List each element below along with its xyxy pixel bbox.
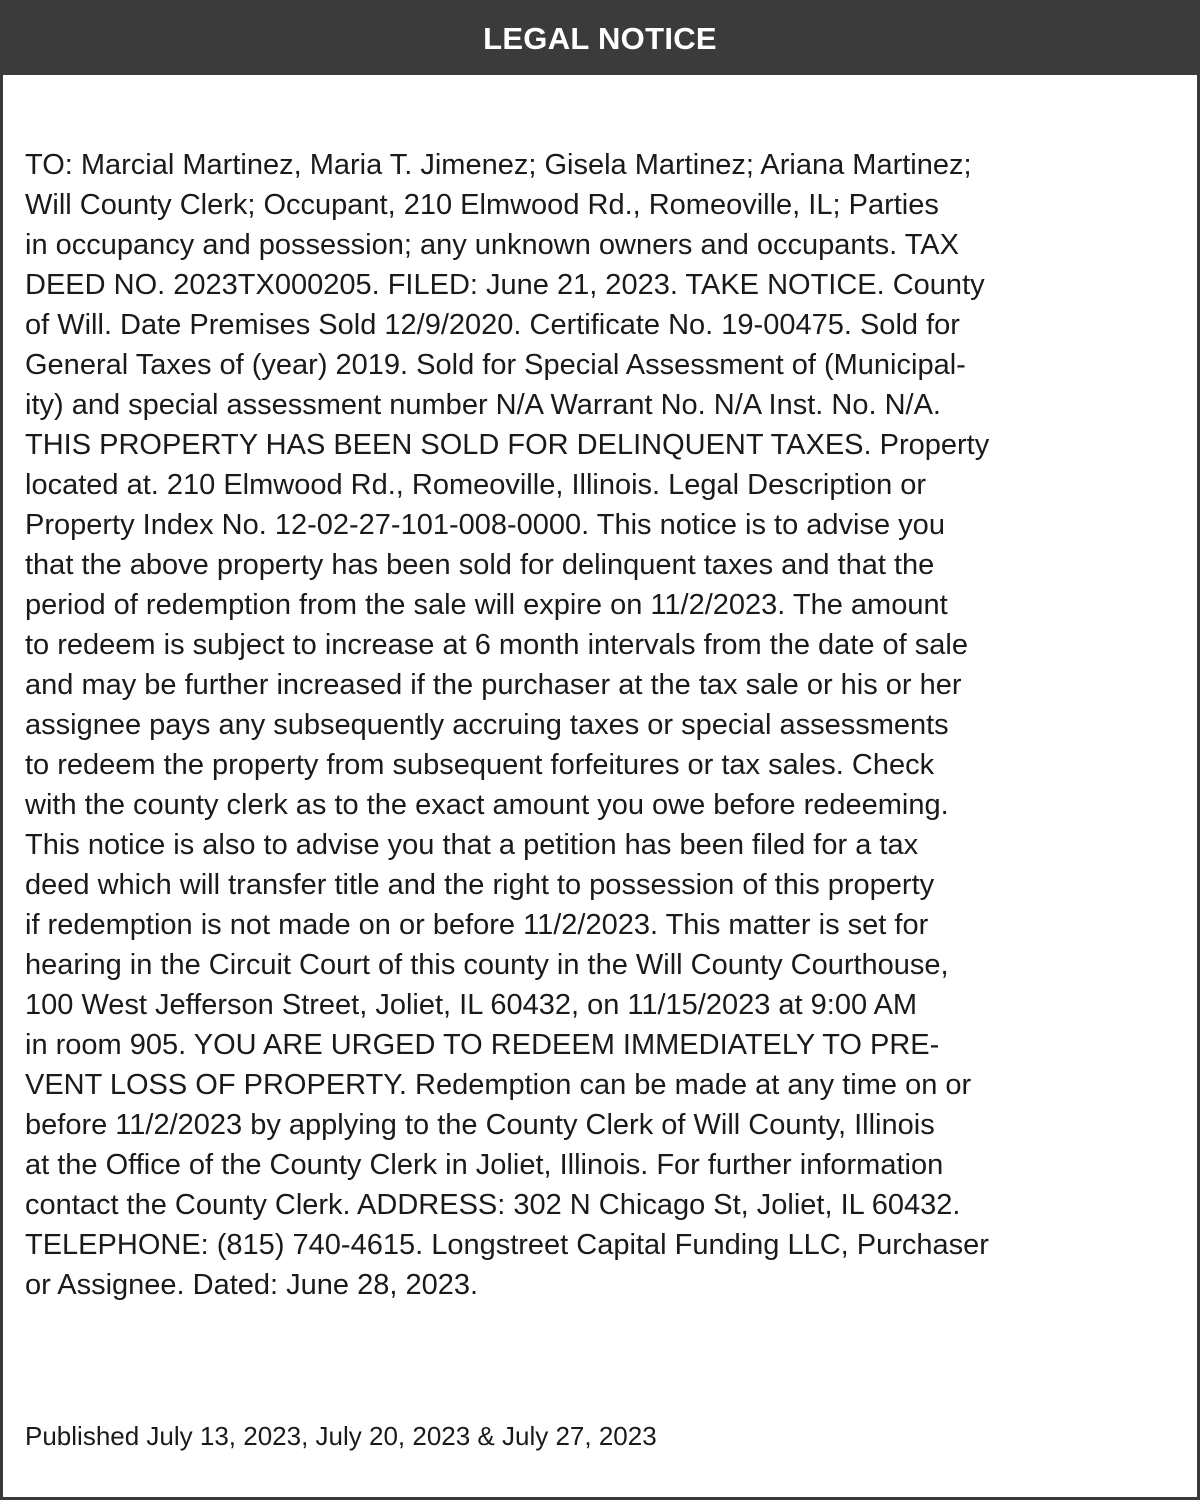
notice-title: LEGAL NOTICE: [483, 21, 717, 56]
notice-header: [3, 3, 1197, 75]
body-line: deed which will transfer title and the right to possession of this property: [25, 869, 935, 901]
body-line: if redemption is not made on or before 11/2/2023. This matter is set for: [25, 909, 929, 941]
body-line: Will County Clerk; Occupant, 210 Elmwood Rd., Romeoville, IL; Parties: [25, 189, 939, 221]
body-line: hearing in the Circuit Court of this county in the Will County Courthouse,: [25, 949, 949, 981]
body-line: located at. 210 Elmwood Rd., Romeoville, Illinois. Legal Description or: [25, 469, 927, 501]
body-line: and may be further increased if the purchaser at the tax sale or his or her: [25, 669, 962, 701]
body-line: at the Office of the County Clerk in Joliet, Illinois. For further information: [25, 1149, 944, 1181]
publication-dates: Published July 13, 2023, July 20, 2023 & July 27, 2023: [25, 1421, 657, 1451]
body-line: VENT LOSS OF PROPERTY. Redemption can be made at any time on or: [25, 1069, 972, 1101]
body-line: to redeem the property from subsequent forfeitures or tax sales. Check: [25, 749, 935, 781]
body-line: with the county clerk as to the exact amount you owe before redeeming.: [25, 789, 949, 821]
body-line: before 11/2/2023 by applying to the County Clerk of Will County, Illinois: [25, 1109, 935, 1141]
body-line: General Taxes of (year) 2019. Sold for Special Assessment of (Municipal-: [25, 349, 966, 381]
body-line: 100 West Jefferson Street, Joliet, IL 60432, on 11/15/2023 at 9:00 AM: [25, 989, 918, 1021]
body-line: assignee pays any subsequently accruing taxes or special assessments: [25, 709, 949, 741]
body-line: TELEPHONE: (815) 740-4615. Longstreet Capital Funding LLC, Purchaser: [25, 1229, 989, 1261]
body-line: that the above property has been sold for delinquent taxes and that the: [25, 549, 935, 581]
body-line: contact the County Clerk. ADDRESS: 302 N Chicago St, Joliet, IL 60432.: [25, 1189, 961, 1221]
body-line: DEED NO. 2023TX000205. FILED: June 21, 2023. TAKE NOTICE. County: [25, 269, 985, 301]
body-line: in occupancy and possession; any unknown owners and occupants. TAX: [25, 229, 959, 261]
body-line: THIS PROPERTY HAS BEEN SOLD FOR DELINQUENT TAXES. Property: [25, 429, 990, 461]
body-line: to redeem is subject to increase at 6 month intervals from the date of sale: [25, 629, 968, 661]
body-line: Property Index No. 12-02-27-101-008-0000. This notice is to advise you: [25, 509, 945, 541]
notice-body: [25, 145, 1190, 1305]
body-line: This notice is also to advise you that a petition has been filed for a tax: [25, 829, 919, 861]
body-line: period of redemption from the sale will expire on 11/2/2023. The amount: [25, 589, 948, 621]
body-line: TO: Marcial Martinez, Maria T. Jimenez; Gisela Martinez; Ariana Martinez;: [25, 149, 972, 181]
body-line: of Will. Date Premises Sold 12/9/2020. Certificate No. 19-00475. Sold for: [25, 309, 960, 341]
body-line: or Assignee. Dated: June 28, 2023.: [25, 1269, 479, 1301]
body-line: in room 905. YOU ARE URGED TO REDEEM IMMEDIATELY TO PRE-: [25, 1029, 940, 1061]
body-line: ity) and special assessment number N/A Warrant No. N/A Inst. No. N/A.: [25, 389, 941, 421]
